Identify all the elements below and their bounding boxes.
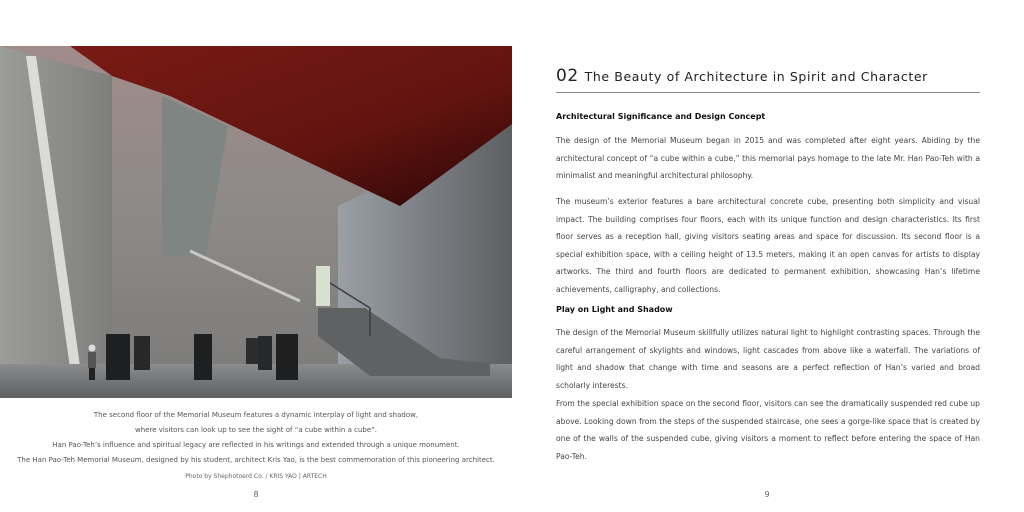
caption-line: Han Pao-Teh’s influence and spiritual legacy are reflected in his writings and extended through a unique monument. (52, 441, 460, 449)
display-case (246, 338, 258, 364)
chapter-number: 02 (556, 66, 579, 86)
caption-line: where visitors can look up to see the sight of “a cube within a cube”. (135, 426, 377, 434)
paragraph: The museum’s exterior features a bare architectural concrete cube, presenting both simplicity and visual impact. The building comprises four floors, each with its unique function and design characteristics. Its first floor serves as a reception hall, giving visitors seating areas and space for discussion. Its second floor is a special exhibition space, with a ceiling height of 13.5 meters, making it an open canvas for artists to display artworks. The third and fourth floors are dedicated to permanent exhibition, showcasing Han’s lifetime achievements, calligraphy, and collections. (556, 197, 980, 294)
photo-credit: Photo by Shephotoerd Co. / KRIS YAO | ARTECH (185, 473, 327, 480)
photo-caption (0, 408, 512, 468)
photo-illustration (0, 46, 512, 398)
display-case (258, 336, 272, 370)
display-case (106, 334, 130, 380)
caption-line: The second floor of the Memorial Museum features a dynamic interplay of light and shadow, (93, 411, 419, 419)
paragraph: The design of the Memorial Museum skillfully utilizes natural light to highlight contrasting spaces. Through the careful arrangement of skylights and windows, light cascades from above like a waterfall. The variations of light and shadow that change with time and seasons are a perfect reflection of Han’s varied and broad scholarly interests. (556, 328, 980, 390)
display-case (276, 334, 298, 380)
visitor-figure (89, 368, 95, 380)
paragraph: From the special exhibition space on the second floor, visitors can see the dramatically suspended red cube up above. Looking down from the steps of the suspended staircase, one sees a gorge-like space that is created by one of the walls of the suspended cube, giving visitors a moment to reflect before entering the space of Han Pao-Teh. (556, 399, 980, 461)
right-page (512, 0, 1024, 512)
page-number-left: 8 (253, 490, 259, 499)
caption-line: The Han Pao-Teh Memorial Museum, designed by his student, architect Kris Yao, is the best commemoration of this pioneering architect. (17, 456, 495, 464)
section-heading: Play on Light and Shadow (556, 305, 673, 314)
page-number-right: 9 (764, 490, 770, 499)
section-heading: Architectural Significance and Design Concept (556, 112, 766, 121)
visitor-figure (89, 345, 96, 352)
doorway (316, 266, 330, 306)
chapter-title: The Beauty of Architecture in Spirit and Character (584, 69, 928, 84)
visitor-figure (88, 352, 96, 368)
display-case (194, 334, 212, 380)
display-case (134, 336, 150, 370)
paragraph: The design of the Memorial Museum began in 2015 and was completed after eight years. Abiding by the architectural concept of “a cube within a cube,” this memorial pays homage to the late Mr. Han Pao-Teh with a minimalist and meaningful architectural philosophy. (556, 136, 980, 180)
chapter-title-row (556, 66, 980, 93)
museum-interior-photo (0, 46, 512, 398)
